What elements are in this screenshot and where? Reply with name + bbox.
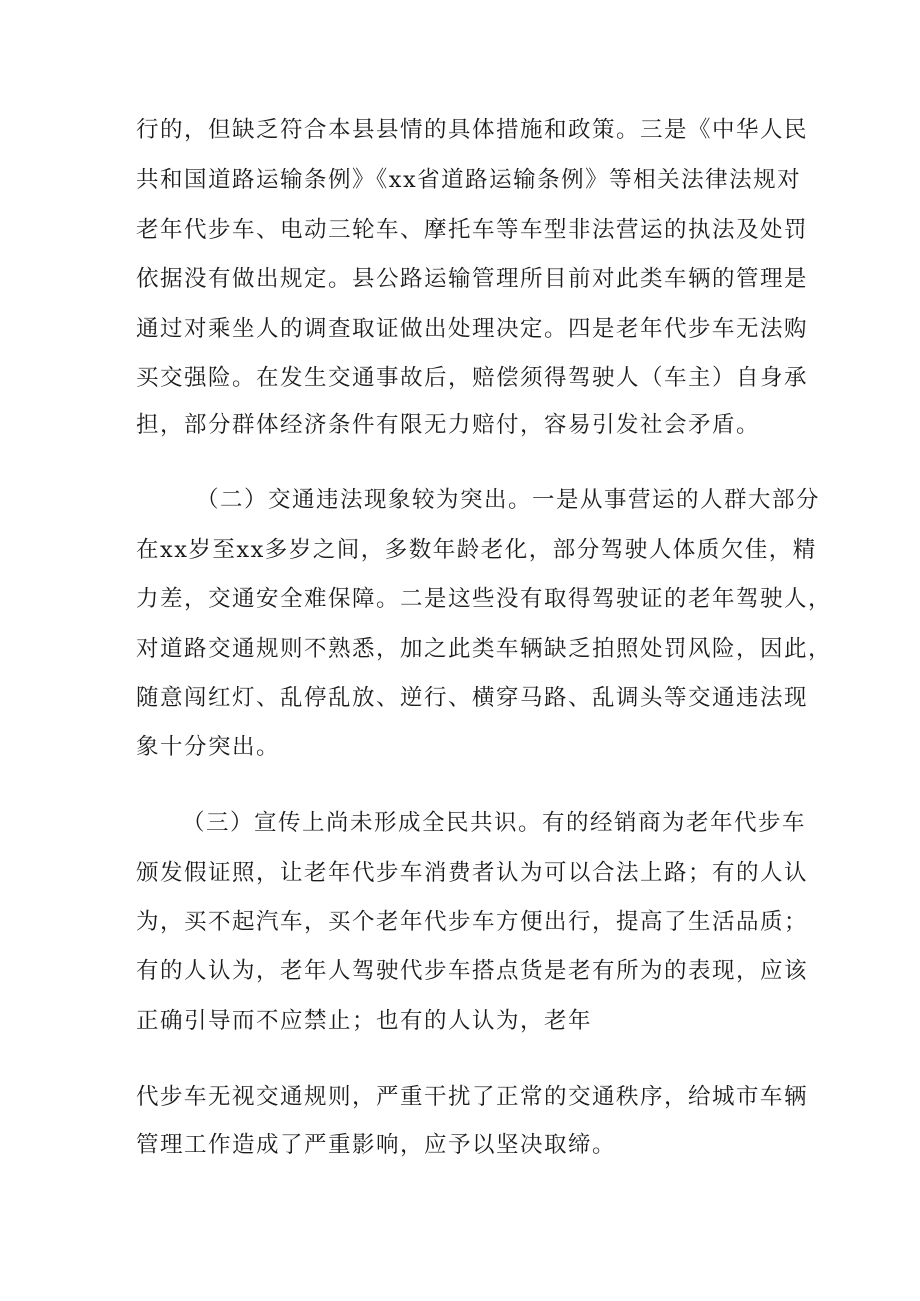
- paragraph-3-line-4: 有的人认为，老年人驾驶代步车搭点货是老有所为的表现，应该: [136, 958, 809, 984]
- paragraph-4-line-1: 代步车无视交通规则，严重干扰了正常的交通秩序，给城市车辆: [136, 1084, 809, 1110]
- paragraph-3-line-3: 为，买不起汽车，买个老年代步车方便出行，提高了生活品质；: [136, 909, 809, 935]
- paragraph-1-line-3: 老年代步车、电动三轮车、摩托车等车型非法营运的执法及处罚: [136, 217, 809, 243]
- paragraph-2-line-1: （二）交通违法现象较为突出。一是从事营运的人群大部分: [196, 487, 821, 513]
- paragraph-1-line-7: 担，部分群体经济条件有限无力赔付，容易引发社会矛盾。: [136, 412, 761, 438]
- paragraph-1-line-1: 行的，但缺乏符合本县县情的具体措施和政策。三是《中华人民: [136, 117, 809, 143]
- paragraph-1-line-6: 买交强险。在发生交通事故后，赔偿须得驾驶人（车主）自身承: [136, 365, 809, 391]
- paragraph-1-line-4: 依据没有做出规定。县公路运输管理所目前对此类车辆的管理是: [136, 266, 809, 292]
- paragraph-2-line-3: 力差，交通安全难保障。二是这些没有取得驾驶证的老年驾驶人，: [136, 586, 833, 612]
- paragraph-3-line-2: 颁发假证照，让老年代步车消费者认为可以合法上路；有的人认: [136, 860, 809, 886]
- paragraph-2-line-5: 随意闯红灯、乱停乱放、逆行、横穿马路、乱调头等交通违法现: [136, 685, 809, 711]
- paragraph-1-line-5: 通过对乘坐人的调查取证做出处理决定。四是老年代步车无法购: [136, 316, 809, 342]
- paragraph-2-line-6: 象十分突出。: [136, 734, 281, 760]
- paragraph-2-line-2: 在xx岁至xx多岁之间，多数年龄老化，部分驾驶人体质欠佳，精: [136, 537, 817, 563]
- paragraph-2-line-4: 对道路交通规则不熟悉，加之此类车辆缺乏拍照处罚风险，因此，: [136, 636, 833, 662]
- paragraph-3-line-5: 正确引导而不应禁止；也有的人认为，老年: [136, 1008, 593, 1034]
- paragraph-1-line-2: 共和国道路运输条例》《xx省道路运输条例》等相关法律法规对: [136, 167, 802, 193]
- paragraph-4-line-2: 管理工作造成了严重影响，应予以坚决取缔。: [136, 1132, 617, 1158]
- paragraph-3-line-1: （三）宣传上尚未形成全民共识。有的经销商为老年代步车: [182, 810, 807, 836]
